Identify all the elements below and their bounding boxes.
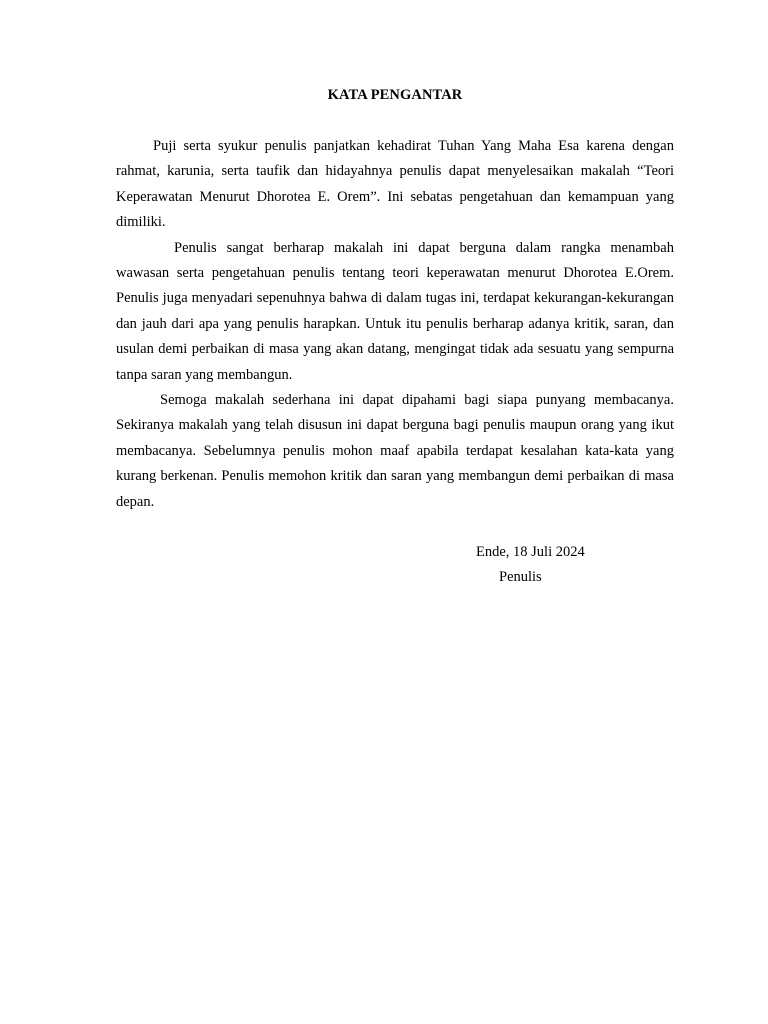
paragraph-2: Penulis sangat berharap makalah ini dapat berguna dalam rangka menambah wawasan serta pengetahuan penulis tentang teori keperawatan menurut Dhorotea E.Orem. Penulis juga menyadari sepenuhnya bahwa di dalam tugas ini, terdapat kekurangan-kekurangan dan jauh dari apa yang penulis harapkan. Untuk itu penulis berharap adanya kritik, saran, dan usulan demi perbaikan di masa yang akan datang, mengingat tidak ada sesuatu yang sempurna tanpa saran yang membangun. bbox=[116, 239, 674, 383]
paragraph-3: Semoga makalah sederhana ini dapat dipahami bagi siapa punyang membacanya. Sekiranya makalah yang telah disusun ini dapat berguna bagi penulis maupun orang yang ikut membacanya. Sebelumnya penulis mohon maaf apabila terdapat kesalahan kata-kata yang kurang berkenan. Penulis memohon kritik dan saran yang membangun demi perbaikan di masa depan. bbox=[116, 392, 674, 510]
signature-block bbox=[476, 540, 585, 590]
page-title: KATA PENGANTAR bbox=[327, 87, 463, 103]
document-body bbox=[116, 134, 674, 515]
paragraph-1: Puji serta syukur penulis panjatkan kehadirat Tuhan Yang Maha Esa karena dengan rahmat, karunia, serta taufik dan hidayahnya penulis dapat menyelesaikan makalah “Teori Keperawatan Menurut Dhorotea E. Orem”. Ini sebatas pengetahuan dan kemampuan yang dimiliki. bbox=[116, 138, 674, 231]
author-label: Penulis bbox=[499, 569, 542, 585]
place-date: Ende, 18 Juli 2024 bbox=[476, 544, 585, 560]
